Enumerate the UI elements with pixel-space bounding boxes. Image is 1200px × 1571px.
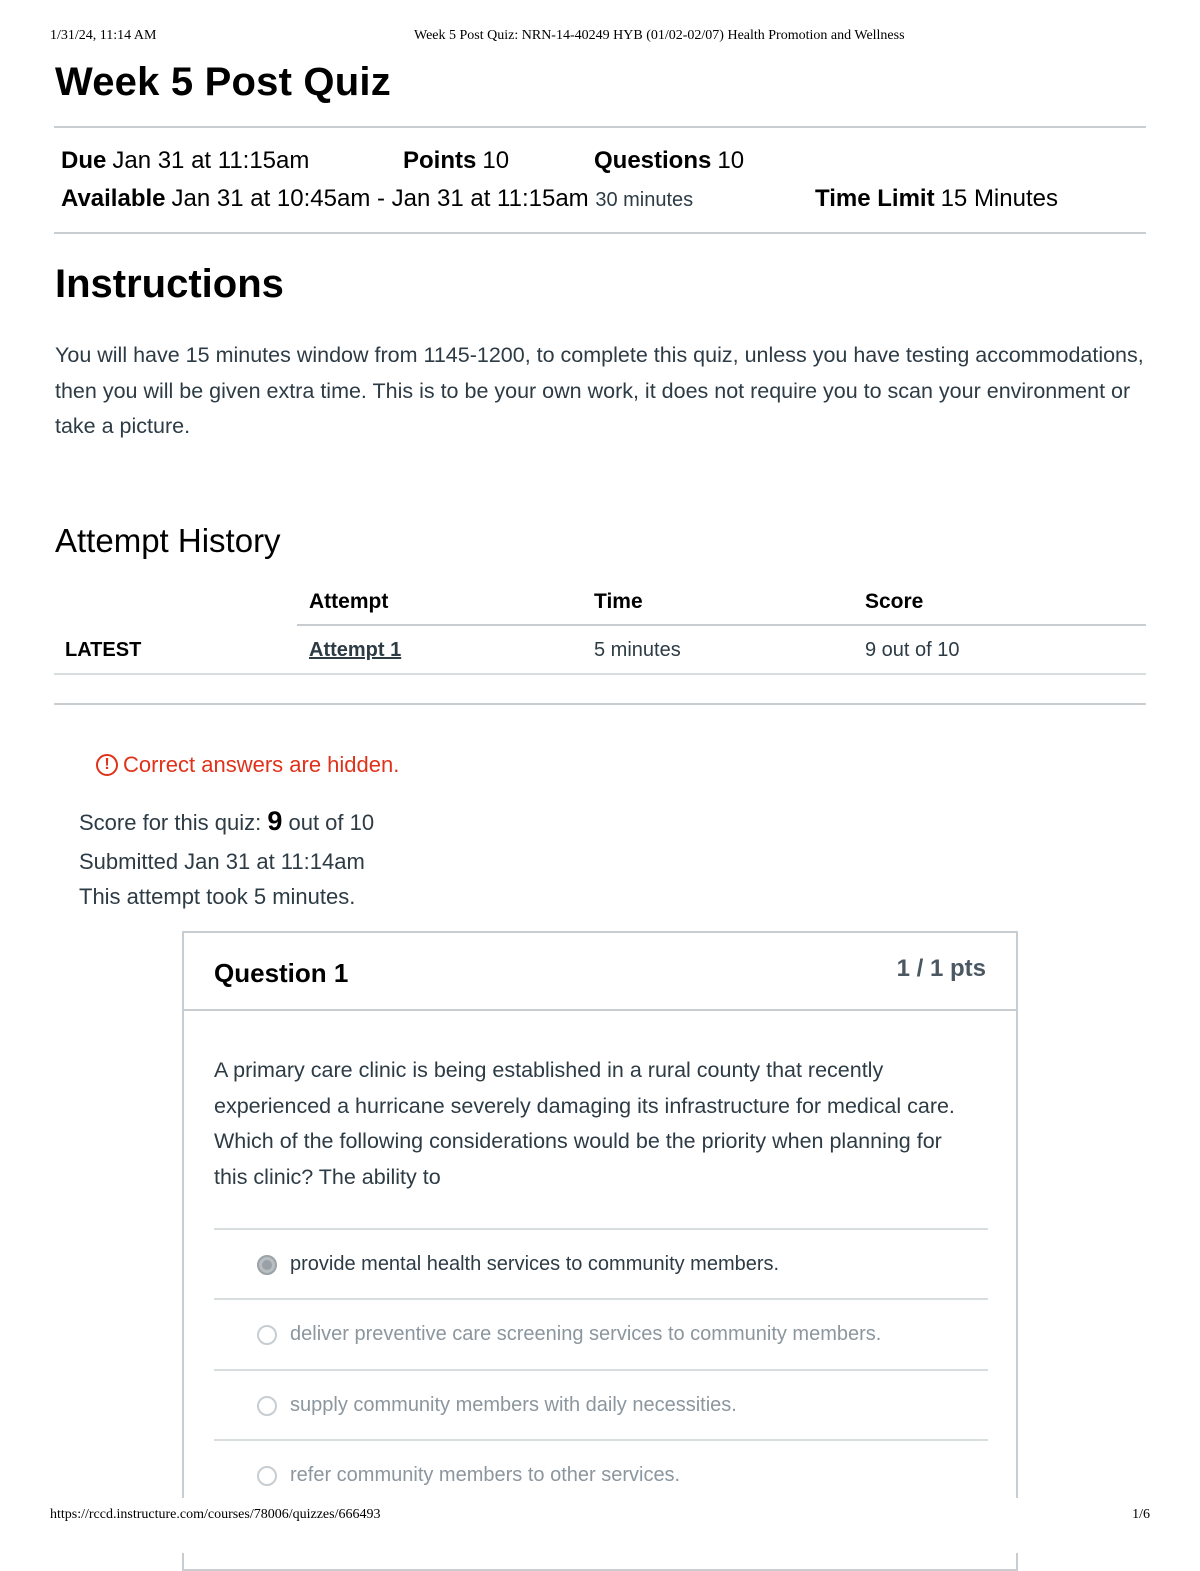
points-label: Points [403, 147, 477, 174]
quiz-meta-time-limit [815, 185, 1058, 213]
score-prefix: Score for this quiz: [79, 810, 262, 835]
submitted-time: Submitted Jan 31 at 11:14am [79, 849, 365, 874]
instructions-heading: Instructions [55, 262, 284, 306]
points-value: 10 [482, 147, 510, 174]
available-value: Jan 31 at 10:45am - Jan 31 at 11:15am [171, 185, 589, 212]
column-header-attempt: Attempt [309, 590, 389, 613]
score-value: 9 [267, 806, 283, 836]
print-url: https://rccd.instructure.com/courses/78006/quizzes/666493 [50, 1507, 381, 1522]
attempt-status: LATEST [65, 639, 142, 661]
quiz-meta-points [403, 147, 509, 175]
attempt-score: 9 out of 10 [865, 639, 960, 661]
score-suffix: out of 10 [288, 810, 375, 835]
divider [54, 126, 1146, 128]
radio-icon[interactable] [257, 1325, 277, 1345]
divider [54, 703, 1146, 705]
quiz-meta-questions [594, 147, 744, 175]
answer-label: refer community members to other services. [290, 1464, 681, 1486]
radio-icon[interactable] [257, 1466, 277, 1486]
available-duration: 30 minutes [595, 189, 694, 211]
radio-icon[interactable] [257, 1396, 277, 1416]
table-row-rule [54, 673, 1146, 675]
column-header-score: Score [865, 590, 924, 613]
attempt-link[interactable]: Attempt 1 [309, 639, 402, 661]
attempt-history-heading: Attempt History [55, 522, 281, 559]
answer-option[interactable] [214, 1228, 988, 1298]
attempt-duration: This attempt took 5 minutes. [79, 884, 356, 909]
answer-label: deliver preventive care screening services to community members. [290, 1323, 882, 1345]
quiz-meta-due [61, 147, 309, 175]
hidden-note-text: Correct answers are hidden. [123, 752, 400, 777]
quiz-meta-available [61, 185, 693, 213]
radio-selected-icon[interactable] [257, 1255, 277, 1275]
instructions-text: You will have 15 minutes window from 1145-1200, to complete this quiz, unless you have testing accommodations, then you will be given extra time. This is to be your own work, it does not require you to scan your environment or take a picture. [55, 343, 1144, 438]
print-footer [50, 1507, 1150, 1527]
due-value: Jan 31 at 11:15am [112, 147, 310, 174]
answer-option[interactable] [214, 1369, 988, 1439]
print-page-number: 1/6 [1132, 1507, 1150, 1522]
quiz-score [79, 806, 374, 837]
question-header [184, 933, 1016, 1011]
answer-label: provide mental health services to community members. [290, 1253, 780, 1275]
question-title: Question 1 [214, 958, 349, 988]
questions-value: 10 [717, 147, 745, 174]
divider [54, 232, 1146, 234]
questions-label: Questions [594, 147, 712, 174]
answer-label: supply community members with daily necessities. [290, 1394, 737, 1416]
print-date: 1/31/24, 11:14 AM [50, 28, 157, 43]
answer-option[interactable] [214, 1298, 988, 1368]
print-header [50, 28, 1150, 48]
due-label: Due [61, 147, 107, 174]
question-text: A primary care clinic is being established in a rural county that recently experienced a hurricane severely damaging its infrastructure for medical care. Which of the following considerations would be the priority when planning for this clinic? The ability to [214, 1058, 955, 1189]
question-card [182, 931, 1018, 1571]
correct-answers-hidden-notice [96, 752, 399, 778]
warning-icon: ! [96, 754, 118, 776]
question-points: 1 / 1 pts [896, 955, 986, 982]
available-label: Available [61, 185, 166, 212]
table-row [54, 626, 1146, 674]
print-document-title: Week 5 Post Quiz: NRN-14-40249 HYB (01/02-02/07) Health Promotion and Wellness [414, 28, 905, 43]
column-header-time: Time [594, 590, 643, 613]
time-limit-value: 15 Minutes [940, 185, 1058, 212]
attempt-time: 5 minutes [594, 639, 681, 661]
page-title: Week 5 Post Quiz [55, 60, 391, 104]
time-limit-label: Time Limit [815, 185, 935, 212]
